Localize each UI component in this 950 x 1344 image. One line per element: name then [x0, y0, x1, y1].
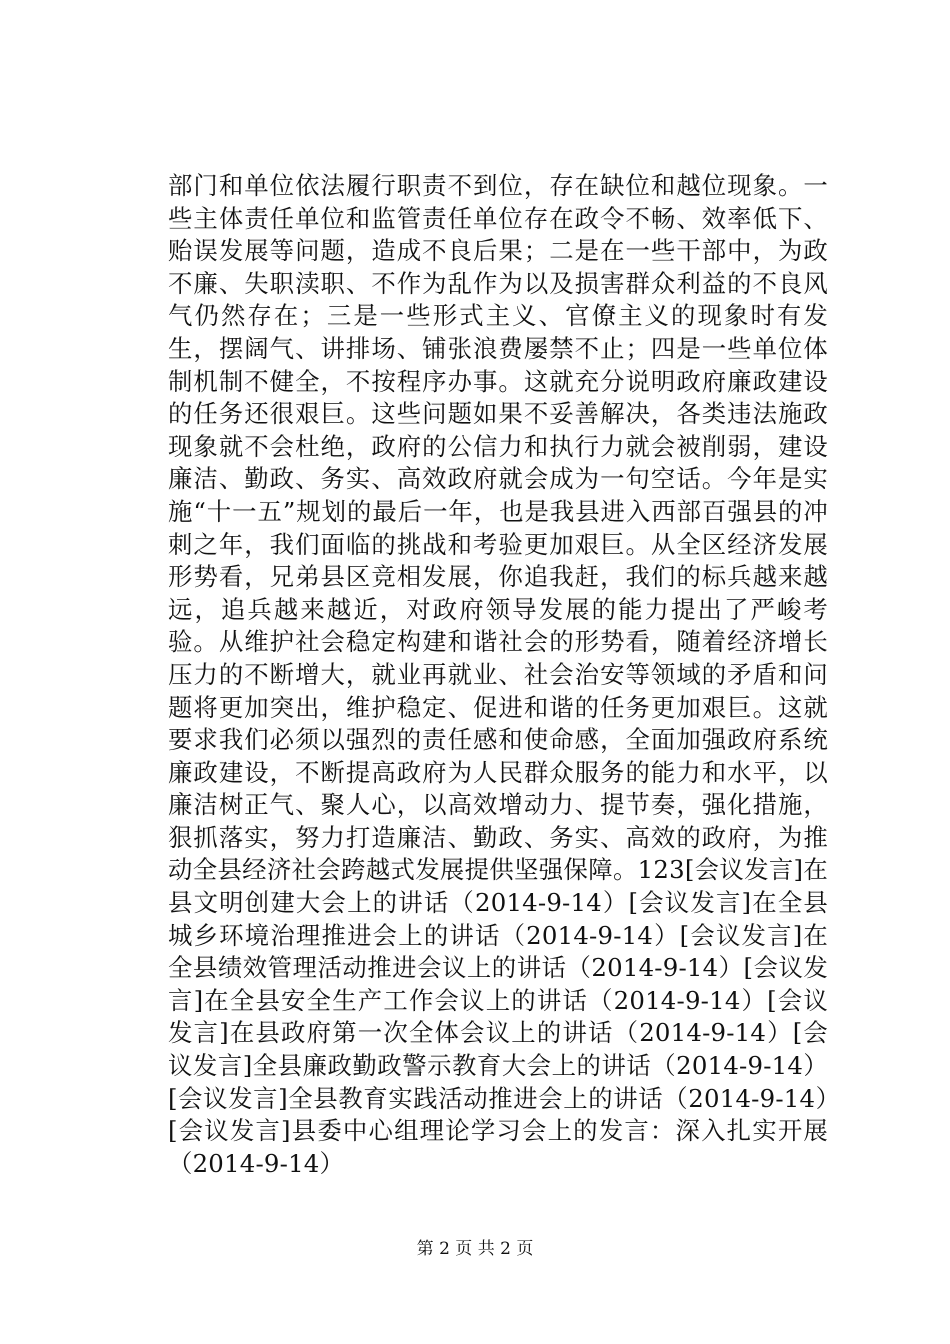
body-paragraph: 部门和单位依法履行职责不到位，存在缺位和越位现象。一些主体责任单位和监管责任单位存在政令不畅、效率低下、贻误发展等问题，造成不良后果；二是在一些干部中，为政不廉、失职渎职、不作为乱作为以及损害群众利益的不良风气仍然存在；三是一些形式主义、官僚主义的现象时有发生，摆阔气、讲排场、铺张浪费屡禁不止；四是一些单位体制机制不健全，不按程序办事。这就充分说明政府廉政建设的任务还很艰巨。这些问题如果不妥善解决，各类违法施政现象就不会杜绝，政府的公信力和执行力就会被削弱，建设廉洁、勤政、务实、高效政府就会成为一句空话。今年是实施“十一五”规划的最后一年，也是我县进入西部百强县的冲刺之年，我们面临的挑战和考验更加艰巨。从全区经济发展形势看，兄弟县区竞相发展，你追我赶，我们的标兵越来越远，追兵越来越近，对政府领导发展的能力提出了严峻考验。从维护社会稳定构建和谐社会的形势看，随着经济增长压力的不断增大，就业再就业、社会治安等领域的矛盾和问题将更加突出，维护稳定、促进和谐的任务更加艰巨。这就要求我们必须以强烈的责任感和使命感，全面加强政府系统廉政建设，不断提高政府为人民群众服务的能力和水平，以廉洁树正气、聚人心，以高效增动力、提节奏，强化措施，狠抓落实，努力打造廉洁、勤政、务实、高效的政府，为推动全县经济社会跨越式发展提供坚强保障。123[会议发言]在县文明创建大会上的讲话（2014-9-14）[会议发言]在全县城乡环境治理推进会上的讲话（2014-9-14）[会议发言]在全县绩效管理活动推进会议上的讲话（2014-9-14）[会议发言]在全县安全生产工作会议上的讲话（2014-9-14）[会议发言]在县政府第一次全体会议上的讲话（2014-9-14）[会议发言]全县廉政勤政警示教育大会上的讲话（2014-9-14）[会议发言]全县教育实践活动推进会上的讲话（2014-9-14）[会议发言]县委中心组理论学习会上的发言：深入扎实开展（2014-9-14）: [168, 171, 828, 1178]
page-number-footer: 第 2 页 共 2 页: [416, 1239, 534, 1259]
